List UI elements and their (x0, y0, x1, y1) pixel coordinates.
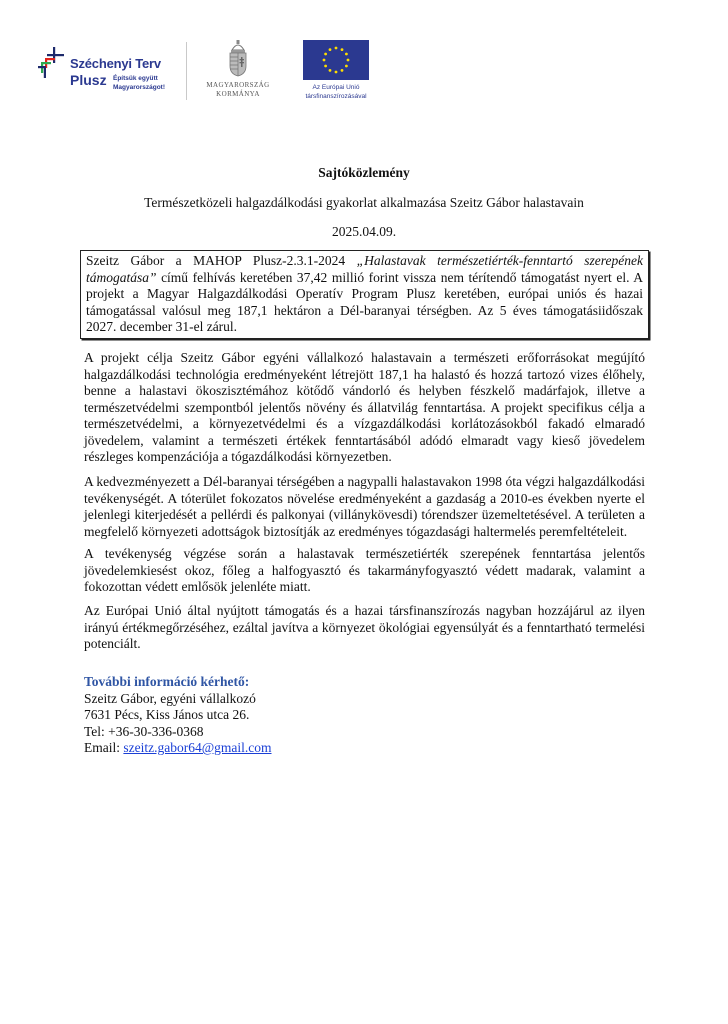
summary-call-title: „Halastavak természetiérték-fenntartó szerepének támogatása” (86, 253, 643, 285)
email-label: Email: (84, 740, 124, 755)
logo-divider (186, 42, 187, 100)
gov-line-1: MAGYARORSZÁG (206, 81, 270, 89)
eu-line-1: Az Európai Unió (312, 84, 360, 91)
paragraph-beneficiary: A kedvezményezett a Dél-baranyai térségében a nagypalli halastavakon 1998 óta végzi halgazdálkodási tevékenységét. A tóterület fokozatos növelése eredményeként a gazdaság a 2010-es években nyerte el jelenlegi kiterjedését a pellérdi és palkonyai (villánykövesdi) tórendszer üzemeltetésével. A területen a megfelelő környezeti adottságok biztosítják az eredményes tógazdasági haltermelés peremfeltételeit. (84, 474, 645, 539)
paragraph-eu-support: Az Európai Unió által nyújtott támogatás és a hazai társfinanszírozás nagyban hozzájárul az ilyen irányú értékmegőrzéséhez, ezáltal javítva a környezet ökológiai egyensúlyát és a fenntartható termelési potenciált. (84, 603, 645, 651)
email-link[interactable]: szeitz.gabor64@gmail.com (123, 740, 272, 755)
document-date: 2025.04.09. (331, 224, 397, 239)
paragraph-project-goal: A projekt célja Szeitz Gábor egyéni vállalkozó halastavain a természeti erőforrásokat megújító halgazdálkodási technológia eredményeként létrejött 187,1 ha halastó és hozzá tartozó vizes élőhely, benne a halastavi ökoszisztémához kötődő vándorló és helyben fészkelő madárfajok, illetve a természetvédelmi szempontból jelentős növény és állatvilág fenntartása. A projekt specifikus célja a természetvédelmi, a környezetvédelmi és a vízgazdálkodási korlátozásokból fakadó elmaradó jövedelem, valamint a természeti értékek fenntartásából adódó elmaradt vagy kieső jövedelem részleges kompenzációja a tógazdálkodási környezetben. (84, 350, 645, 464)
logo-header (0, 0, 728, 120)
contact-heading: További információ kérhető: (84, 674, 250, 689)
summary-text-2: című felhívás keretében 37,42 millió forint vissza nem térítendő támogatást nyert el. A projekt a Magyar Halgazdálkodási Operatív Program Plusz keretében, európai uniós és hazai támogatással valósul meg 187,1 hektáron a Dél-baranyai térségben. Az 5 éves támogatásiidőszak 2027. december 31-el zárul. (86, 269, 643, 334)
paragraph-income-loss: A tevékenység végzése során a halastavak természetiérték szerepének fenntartása jelentős jövedelemkiesést okoz, főleg a halfogyasztó és takarmányfogyasztó védett madarak, valamint a fokozottan védett emlősök jelenléte miatt. (84, 546, 645, 594)
government-logo-text (200, 81, 276, 99)
summary-text-1: Szeitz Gábor a MAHOP Plusz-2.3.1-2024 (86, 253, 357, 268)
slogan-line-2: Magyarországot! (113, 84, 166, 91)
eu-line-2: társfinanszírozásával (305, 92, 367, 100)
contact-address: 7631 Pécs, Kiss János utca 26. (84, 707, 250, 722)
eu-logo-text (290, 84, 382, 101)
document-subtitle: Természetközeli halgazdálkodási gyakorlat alkalmazása Szeitz Gábor halastavain (144, 195, 584, 210)
document-title: Sajtóközlemény (318, 165, 410, 180)
szechenyi-plusz: Plusz (70, 72, 107, 88)
eu-cofinancing-logo (290, 40, 382, 106)
hungarian-coat-of-arms-icon (226, 38, 250, 78)
contact-block (84, 674, 272, 757)
szechenyi-terv-plusz-logo (38, 45, 188, 105)
eu-flag-icon (303, 40, 369, 80)
contact-email-row (84, 740, 272, 757)
slogan-line-1: Építsük együtt (113, 75, 158, 82)
contact-phone: Tel: +36-30-336-0368 (84, 723, 204, 739)
szechenyi-slogan (113, 74, 165, 92)
contact-name: Szeitz Gábor, egyéni vállalkozó (84, 690, 256, 706)
szechenyi-cross-icon (38, 45, 68, 85)
szechenyi-title: Széchenyi Terv (70, 56, 161, 71)
gov-line-2: KORMÁNYA (216, 90, 260, 98)
hungarian-government-logo (200, 38, 276, 106)
summary-box (80, 250, 649, 339)
